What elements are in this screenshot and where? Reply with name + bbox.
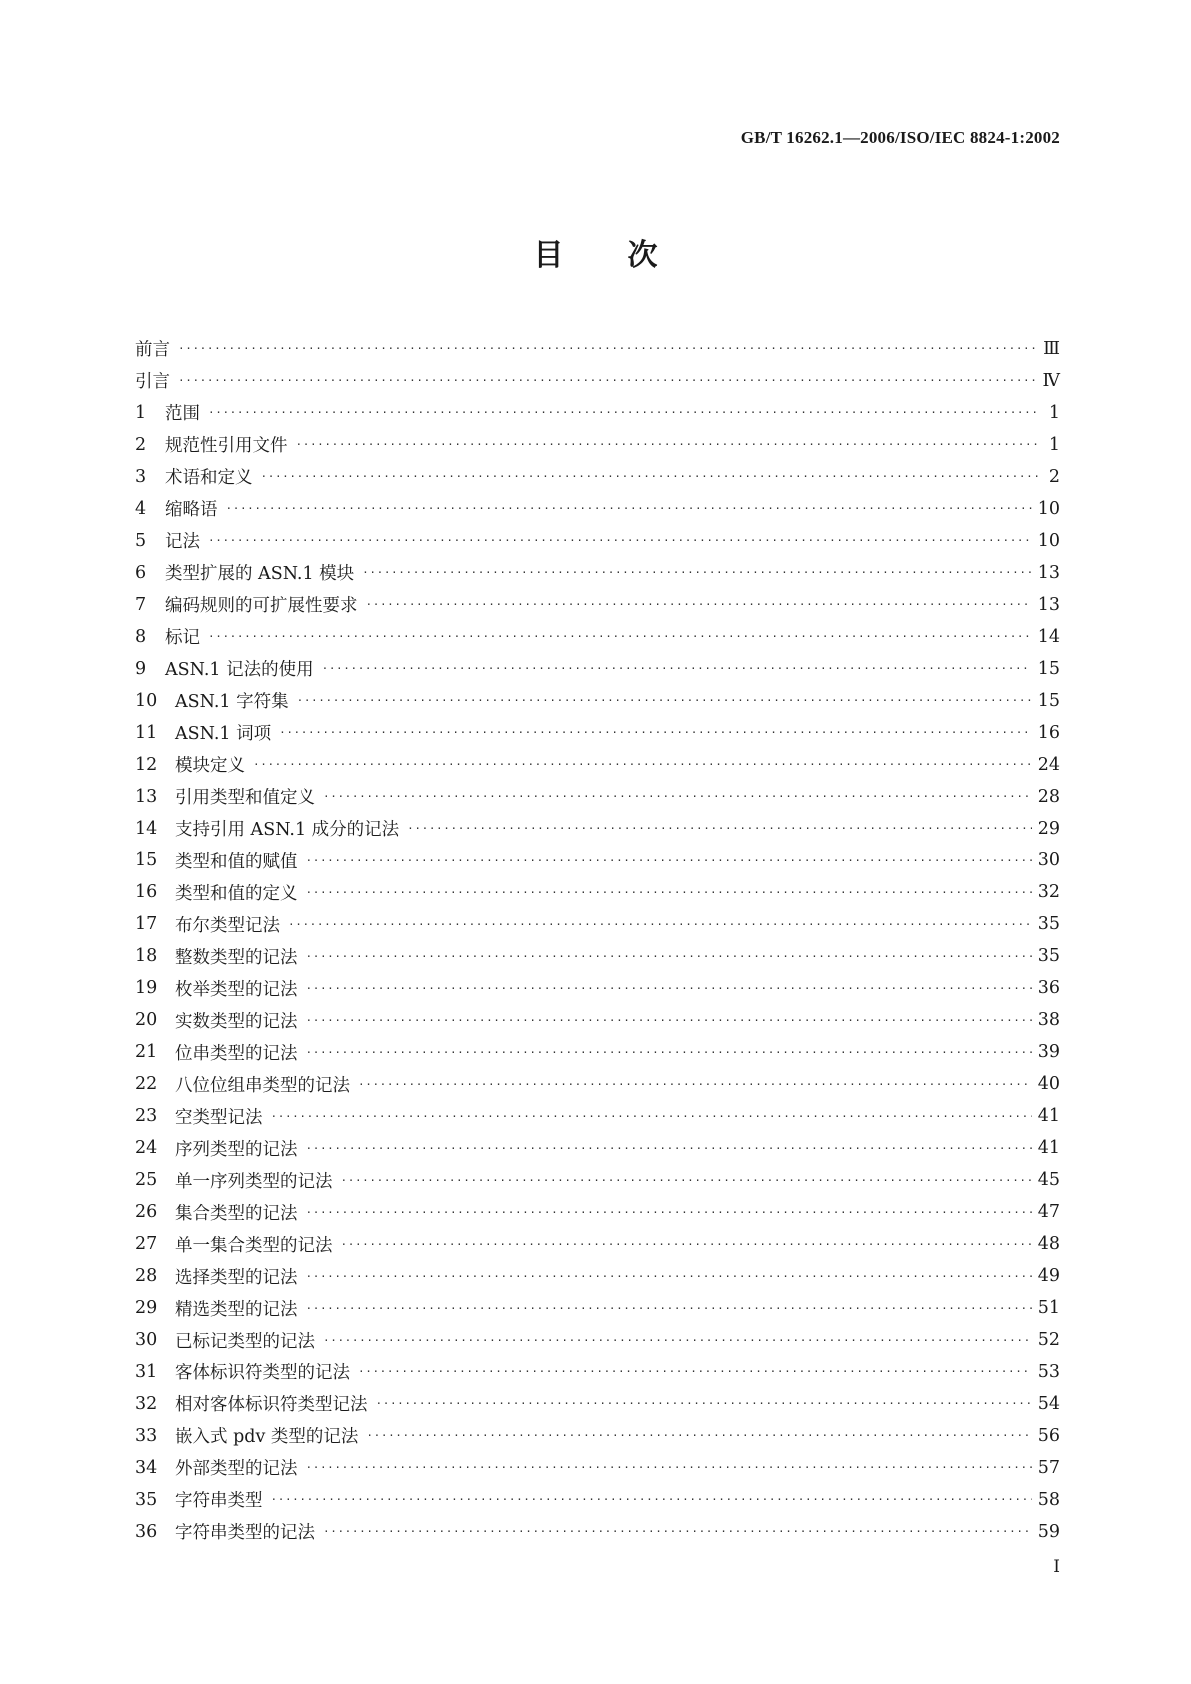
toc-entry-label: 布尔类型记法: [175, 915, 280, 936]
toc-entry-number: 32: [135, 1393, 158, 1414]
toc-entry-page: 47: [1037, 1202, 1060, 1223]
dot-leader: [341, 1238, 1032, 1251]
toc-entry[interactable]: [135, 1452, 1060, 1484]
toc-entry-number: 1: [135, 402, 147, 423]
toc-entry[interactable]: [135, 1292, 1060, 1324]
toc-entry-label: 八位位组串类型的记法: [175, 1075, 350, 1096]
toc-entry-page: 29: [1037, 818, 1060, 839]
toc-entry[interactable]: [135, 1100, 1060, 1132]
toc-entry[interactable]: [135, 685, 1060, 717]
dot-leader: [288, 918, 1032, 931]
toc-entry-number: 10: [135, 690, 158, 711]
toc-entry-page: 13: [1037, 594, 1060, 615]
page-number: I: [1053, 1557, 1060, 1577]
toc-entry[interactable]: [135, 589, 1060, 621]
toc-entry-number: 4: [135, 498, 147, 519]
toc-entry-number: 5: [135, 530, 147, 551]
toc-entry[interactable]: [135, 1420, 1060, 1452]
toc-entry-page: 30: [1037, 850, 1060, 871]
toc-entry[interactable]: [135, 940, 1060, 972]
toc-entry-page: 54: [1037, 1393, 1060, 1414]
toc-entry-label: 外部类型的记法: [175, 1459, 298, 1480]
dot-leader: [226, 502, 1032, 515]
dot-leader: [253, 758, 1032, 771]
toc-entry[interactable]: [135, 557, 1060, 589]
toc-entry-page: 13: [1037, 562, 1060, 583]
toc-entry-number: 12: [135, 754, 158, 775]
toc-entry-number: 21: [135, 1042, 158, 1063]
dot-leader: [208, 630, 1032, 643]
toc-entry-number: 9: [135, 658, 147, 679]
toc-entry-number: 20: [135, 1010, 158, 1031]
dot-leader: [323, 1525, 1032, 1538]
dot-leader: [271, 1110, 1032, 1123]
toc-entry[interactable]: [135, 1068, 1060, 1100]
toc-entry-number: 27: [135, 1234, 158, 1255]
toc-entry[interactable]: [135, 1004, 1060, 1036]
toc-entry-page: Ⅲ: [1043, 338, 1060, 359]
dot-leader: [279, 726, 1032, 739]
toc-entry[interactable]: [135, 813, 1060, 845]
dot-leader: [376, 1397, 1032, 1410]
toc-entry-page: 28: [1037, 786, 1060, 807]
toc-entry-label: 客体标识符类型的记法: [175, 1363, 350, 1384]
toc-entry-page: 53: [1037, 1361, 1060, 1382]
toc-entry-page: 10: [1037, 530, 1060, 551]
toc-entry-number: 25: [135, 1170, 158, 1191]
dot-leader: [323, 1334, 1032, 1347]
toc-entry[interactable]: [135, 749, 1060, 781]
toc-entry-label: 枚举类型的记法: [175, 979, 298, 1000]
toc-entry-label: 字符串类型的记法: [175, 1523, 315, 1544]
dot-leader: [358, 1078, 1032, 1091]
dot-leader: [208, 406, 1040, 419]
toc-entry-page: 16: [1037, 722, 1060, 743]
toc-entry-page: 10: [1037, 498, 1060, 519]
table-of-contents: [135, 333, 1060, 1548]
toc-entry-page: 41: [1037, 1106, 1060, 1127]
toc-entry-label: 规范性引用文件: [165, 436, 288, 457]
toc-entry-number: 15: [135, 850, 158, 871]
toc-entry-number: 28: [135, 1266, 158, 1287]
toc-entry-page: 15: [1037, 690, 1060, 711]
toc-entry[interactable]: [135, 365, 1060, 397]
toc-entry[interactable]: [135, 525, 1060, 557]
toc-entry-number: 3: [135, 466, 147, 487]
toc-entry-label: 缩略语: [165, 500, 218, 521]
dot-leader: [366, 598, 1032, 611]
toc-entry-page: 36: [1037, 978, 1060, 999]
toc-entry[interactable]: [135, 653, 1060, 685]
dot-leader: [271, 1493, 1032, 1506]
toc-entry-page: 48: [1037, 1234, 1060, 1255]
toc-entry[interactable]: [135, 461, 1060, 493]
toc-entry-label: 引用类型和值定义: [175, 788, 315, 809]
toc-entry-number: 14: [135, 818, 158, 839]
dot-leader: [306, 982, 1032, 995]
toc-entry-label: 类型和值的赋值: [175, 851, 298, 872]
toc-entry[interactable]: [135, 1132, 1060, 1164]
toc-entry-page: 2: [1048, 466, 1060, 487]
toc-entry-label: 类型扩展的 ASN.1 模块: [165, 564, 355, 585]
toc-entry-number: 7: [135, 594, 147, 615]
toc-entry-label: 前言: [135, 340, 170, 361]
dot-leader: [323, 790, 1032, 803]
toc-entry-page: 35: [1037, 946, 1060, 967]
toc-entry[interactable]: [135, 781, 1060, 813]
toc-entry-label: 单一序列类型的记法: [175, 1171, 333, 1192]
toc-entry-number: 33: [135, 1425, 158, 1446]
dot-leader: [208, 534, 1032, 547]
toc-entry[interactable]: [135, 845, 1060, 877]
dot-leader: [306, 1270, 1032, 1283]
toc-entry-number: 24: [135, 1138, 158, 1159]
dot-leader: [178, 374, 1037, 387]
toc-entry-number: 8: [135, 626, 147, 647]
toc-entry-label: 记法: [165, 532, 200, 553]
dot-leader: [306, 1046, 1032, 1059]
toc-entry-label: 空类型记法: [175, 1107, 263, 1128]
toc-entry-page: 41: [1037, 1138, 1060, 1159]
toc-entry[interactable]: [135, 972, 1060, 1004]
toc-entry-label: 模块定义: [175, 756, 245, 777]
toc-entry-page: 40: [1037, 1074, 1060, 1095]
dot-leader: [306, 1461, 1032, 1474]
toc-entry[interactable]: [135, 493, 1060, 525]
toc-entry-page: 52: [1037, 1330, 1060, 1351]
toc-entry-number: 26: [135, 1202, 158, 1223]
toc-entry-label: 单一集合类型的记法: [175, 1235, 333, 1256]
toc-entry[interactable]: [135, 1324, 1060, 1356]
toc-entry-label: 术语和定义: [165, 468, 253, 489]
toc-entry-label: 集合类型的记法: [175, 1203, 298, 1224]
toc-entry[interactable]: [135, 717, 1060, 749]
toc-entry-number: 22: [135, 1074, 158, 1095]
toc-entry-number: 30: [135, 1330, 158, 1351]
toc-entry[interactable]: [135, 621, 1060, 653]
toc-entry-page: 35: [1037, 914, 1060, 935]
toc-entry[interactable]: [135, 908, 1060, 940]
toc-entry[interactable]: [135, 1036, 1060, 1068]
toc-entry-page: 32: [1037, 882, 1060, 903]
dot-leader: [362, 566, 1032, 579]
toc-entry-number: 29: [135, 1298, 158, 1319]
toc-entry-label: 范围: [165, 404, 200, 425]
toc-entry-label: 序列类型的记法: [175, 1139, 298, 1160]
toc-entry-label: ASN.1 记法的使用: [165, 660, 314, 681]
toc-entry-page: 56: [1037, 1425, 1060, 1446]
toc-entry-number: 23: [135, 1106, 158, 1127]
toc-entry[interactable]: [135, 876, 1060, 908]
toc-entry-label: 标记: [165, 628, 200, 649]
dot-leader: [306, 1014, 1032, 1027]
toc-entry-number: 17: [135, 914, 158, 935]
page-title: 目次: [533, 238, 722, 273]
toc-entry-number: 34: [135, 1457, 158, 1478]
toc-entry-label: 类型和值的定义: [175, 883, 298, 904]
toc-entry[interactable]: [135, 1164, 1060, 1196]
dot-leader: [306, 1302, 1032, 1315]
dot-leader: [322, 662, 1032, 675]
toc-entry-page: 45: [1037, 1170, 1060, 1191]
toc-entry[interactable]: [135, 1356, 1060, 1388]
dot-leader: [306, 950, 1032, 963]
dot-leader: [178, 342, 1037, 355]
toc-entry-number: 13: [135, 786, 158, 807]
toc-entry-number: 16: [135, 882, 158, 903]
dot-leader: [306, 1206, 1032, 1219]
toc-entry[interactable]: [135, 333, 1060, 365]
dot-leader: [306, 1142, 1032, 1155]
toc-entry-page: 39: [1037, 1042, 1060, 1063]
toc-entry-label: 引言: [135, 372, 170, 393]
toc-entry-page: 49: [1037, 1266, 1060, 1287]
dot-leader: [297, 694, 1032, 707]
toc-entry[interactable]: [135, 1260, 1060, 1292]
toc-entry-label: 已标记类型的记法: [175, 1331, 315, 1352]
toc-entry-label: 字符串类型: [175, 1491, 263, 1512]
toc-entry-number: 19: [135, 978, 158, 999]
toc-entry[interactable]: [135, 429, 1060, 461]
toc-entry-label: 编码规则的可扩展性要求: [165, 596, 358, 617]
toc-entry-page: 1: [1048, 402, 1060, 423]
toc-entry-page: 24: [1037, 754, 1060, 775]
toc-entry-page: 1: [1048, 434, 1060, 455]
toc-entry-page: 14: [1037, 626, 1060, 647]
dot-leader: [306, 886, 1032, 899]
toc-entry-label: 相对客体标识符类型记法: [175, 1395, 368, 1416]
toc-entry-label: 位串类型的记法: [175, 1043, 298, 1064]
dot-leader: [341, 1174, 1032, 1187]
toc-entry-number: 35: [135, 1489, 158, 1510]
toc-entry-label: 支持引用 ASN.1 成分的记法: [175, 820, 400, 841]
dot-leader: [366, 1429, 1031, 1442]
toc-entry-number: 18: [135, 946, 158, 967]
dot-leader: [296, 438, 1041, 451]
toc-entry-label: 实数类型的记法: [175, 1011, 298, 1032]
toc-entry-label: 嵌入式 pdv 类型的记法: [175, 1427, 359, 1448]
toc-entry-label: ASN.1 字符集: [175, 692, 289, 713]
toc-entry[interactable]: [135, 1196, 1060, 1228]
dot-leader: [358, 1365, 1032, 1378]
toc-entry-page: 59: [1037, 1521, 1060, 1542]
toc-entry-page: 58: [1037, 1489, 1060, 1510]
dot-leader: [407, 822, 1032, 835]
toc-entry-number: 36: [135, 1521, 158, 1542]
toc-entry-number: 6: [135, 562, 147, 583]
toc-entry-page: 57: [1037, 1457, 1060, 1478]
toc-entry-label: 整数类型的记法: [175, 947, 298, 968]
toc-entry-number: 2: [135, 434, 147, 455]
toc-entry-number: 31: [135, 1361, 158, 1382]
dot-leader: [306, 854, 1032, 867]
toc-entry-label: 选择类型的记法: [175, 1267, 298, 1288]
toc-entry[interactable]: [135, 397, 1060, 429]
dot-leader: [261, 470, 1041, 483]
toc-entry-number: 11: [135, 722, 158, 743]
toc-entry[interactable]: [135, 1484, 1060, 1516]
toc-entry-page: 51: [1037, 1298, 1060, 1319]
toc-entry-page: Ⅳ: [1042, 370, 1060, 391]
toc-entry[interactable]: [135, 1516, 1060, 1548]
toc-entry-label: ASN.1 词项: [175, 724, 272, 745]
toc-entry-label: 精选类型的记法: [175, 1299, 298, 1320]
toc-entry[interactable]: [135, 1388, 1060, 1420]
toc-entry[interactable]: [135, 1228, 1060, 1260]
toc-entry-page: 38: [1037, 1010, 1060, 1031]
toc-entry-page: 15: [1037, 658, 1060, 679]
standard-code-header: GB/T 16262.1—2006/ISO/IEC 8824-1:2002: [740, 128, 1060, 147]
